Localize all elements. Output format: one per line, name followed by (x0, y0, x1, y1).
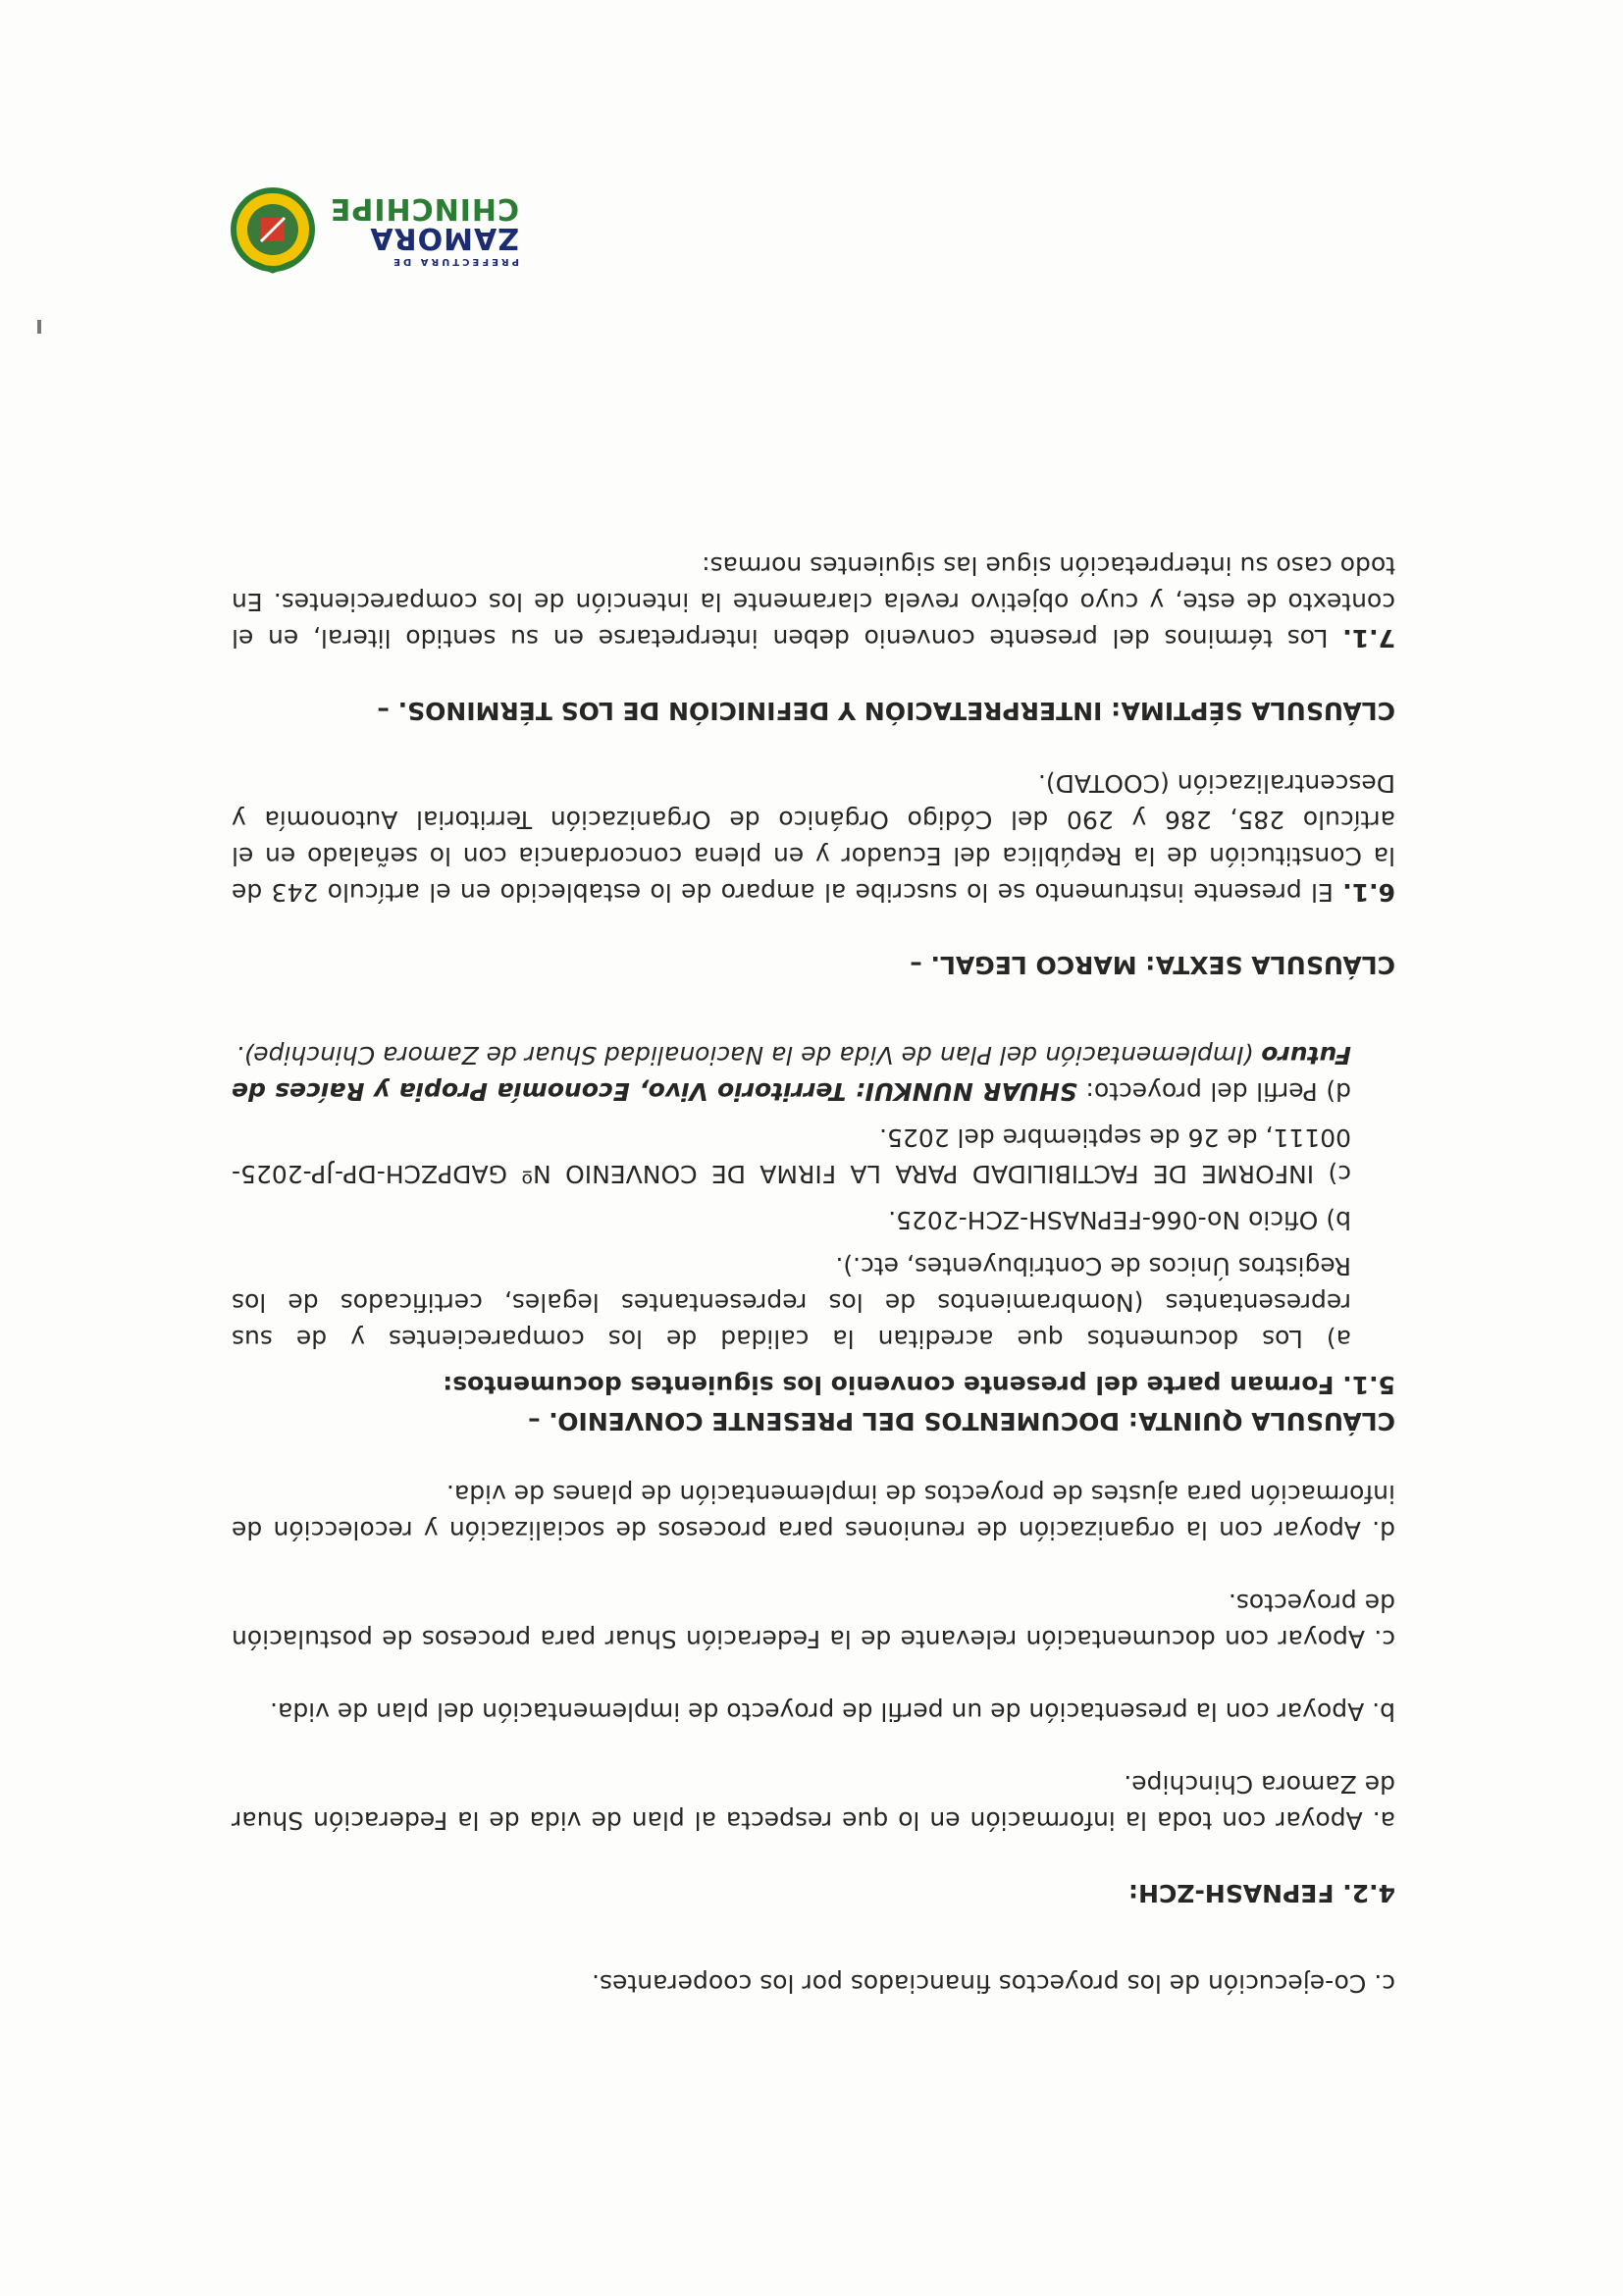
bleed-through-logo (539, 160, 549, 191)
clause-6-1-number: 6.1. (1342, 878, 1395, 907)
clause-5-heading: CLÁUSULA QUINTA: DOCUMENTOS DEL PRESENTE CONVENIO. – (528, 1407, 1395, 1435)
clause-5-c: c) INFORME DE FACTIBILIDAD PARA LA FIRMA DE CONVENIO Nº GADPZCH-DP-JP-2025-00111, de 26 de septiembre del 2025. (232, 1123, 1351, 1188)
coat-of-arms-icon (230, 184, 316, 275)
clause-5-d-project-title: SHUAR NUNKUI: Territorio Vivo, Economía Propia y Raíces de Futuro (232, 1041, 1351, 1106)
clause-4-1-c: c. Co-ejecución de los proyectos financiados por los cooperantes. (592, 1969, 1395, 1998)
logo-line1: ZAMORA (369, 221, 519, 255)
logo-text (330, 193, 519, 266)
clause-7-1-number: 7.1. (1342, 624, 1395, 652)
clause-5-b: b) Oficio No-066-FEPNASH-ZCH-2025. (888, 1206, 1351, 1234)
clause-7-1-text: Los términos del presente convenio deben interpretarse en su sentido literal, en el contexto de este, y cuyo objetivo revela claramente la intención de los comparecientes. En todo caso su interpretación sigue las siguientes normas: (232, 551, 1395, 652)
clause-5-d (232, 1037, 1395, 1110)
document-body (232, 548, 1395, 2002)
clause-7-1 (232, 548, 1395, 656)
clause-4-2-heading: 4.2. FEPNASH-ZCH: (1128, 1879, 1395, 1907)
clause-5-1 (232, 1367, 1395, 1403)
clause-5-d-post: (Implementación del Plan de Vida de la Nacionalidad Shuar de Zamora Chinchipe). (236, 1041, 1262, 1070)
clause-4-2-a: a. Apoyar con toda la información en lo que respecta al plan de vida de la Federación Shuar de Zamora Chinchipe. (232, 1770, 1395, 1835)
clause-5-d-pre: d) Perfil del proyecto: (1076, 1077, 1351, 1106)
clause-6-1 (232, 765, 1395, 911)
prefectura-logo (230, 184, 519, 275)
clause-4-2-d: d. Apoyar con la organización de reuniones para procesos de socialización y recolección de información para ajustes de proyectos de implementación de planes de vida. (232, 1480, 1395, 1544)
clause-7-heading: CLÁUSULA SÉPTIMA: INTERPRETACIÓN Y DEFINICIÓN DE LOS TÉRMINOS. – (377, 697, 1395, 725)
clause-4-2-c: c. Apoyar con documentación relevante de la Federación Shuar para procesos de postulación de proyectos. (232, 1589, 1395, 1653)
clause-4-2-b: b. Apoyar con la presentación de un perfil de proyecto de implementación del plan de vida. (270, 1697, 1395, 1726)
clause-5-a: a) Los documentos que acreditan la calidad de los comparecientes y de sus representantes (Nombramientos de los representantes legales, certificados de los Registros Únicos de Contribuyentes, etc.). (232, 1252, 1351, 1353)
clause-5-1-text: 5.1. Forman parte del presente convenio los siguientes documentos: (443, 1371, 1395, 1399)
scan-mark (37, 320, 41, 334)
logo-line2: CHINCHIPE (329, 191, 519, 226)
logo-small-text: PREFECTURA DE (391, 256, 519, 267)
clause-6-heading: CLÁUSULA SEXTA: MARCO LEGAL. – (910, 951, 1395, 979)
clause-6-1-text: El presente instrumento se lo suscribe al amparo de lo establecido en el artículo 243 de la Constitución de la República del Ecuador y en plena concordancia con lo señalado en el artículo 285, 286 y 290 del Código Orgánico de Organización Territorial Autonomía y Descentralización (COOTAD). (232, 769, 1395, 907)
